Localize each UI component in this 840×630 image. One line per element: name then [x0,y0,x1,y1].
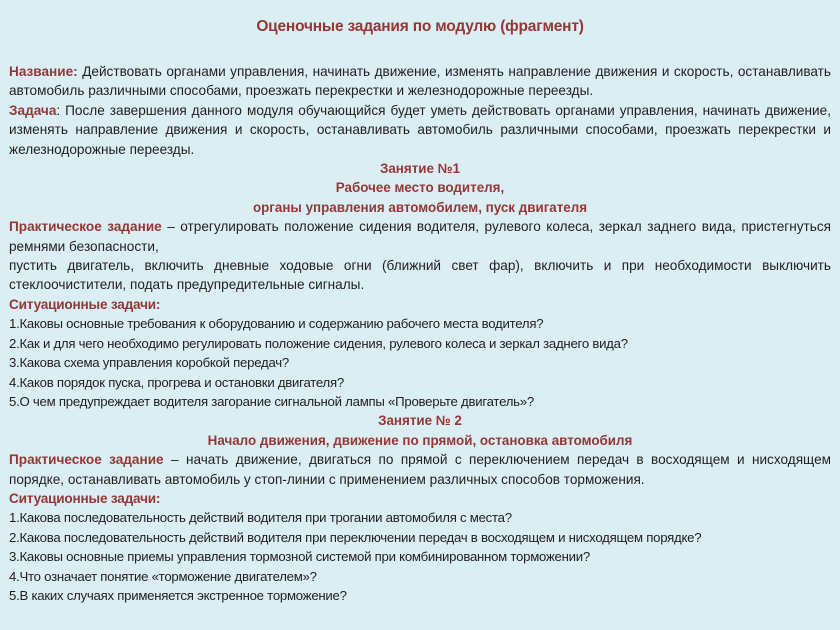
module-task-text: : После завершения данного модуля обучающийся будет уметь действовать органами управления, начинать движение, изменять направление движения и скорость, останавливать автомобиль различными способами, проезжать перекрестки и железнодорожные переезды. [9,102,831,157]
lesson-1-question-3: 3.Какова схема управления коробкой передач? [9,355,289,371]
lesson-2-question-2: 2.Какова последовательность действий водителя при переключении передач в восходящем и нисходящем порядке? [9,529,702,545]
lesson-2-number: Занятие № 2 [378,413,462,429]
lesson-2-question-5: 5.В каких случаях применяется экстренное торможение? [9,587,347,603]
module-task-label: Задача [9,102,57,118]
lesson-2-practical-paragraph [9,450,831,489]
page-title: Оценочные задания по модулю (фрагмент) [256,18,584,35]
module-task-paragraph [9,101,831,159]
lesson-1-question-4: 4.Каков порядок пуска, прогрева и остановки двигателя? [9,374,344,390]
lesson-2-practical-label: Практическое задание [9,452,164,468]
lesson-1-practical-paragraph-2 [9,256,831,295]
lesson-1-question-1: 1.Каковы основные требования к оборудованию и содержанию рабочего места водителя? [9,316,544,332]
lesson-1-situational-label: Ситуационные задачи: [9,296,161,312]
lesson-1-question-2: 2.Как и для чего необходимо регулировать положение сидения, рулевого колеса и зеркал заднего вида? [9,335,628,351]
lesson-2-question-3: 3.Каковы основные приемы управления тормозной системой при комбинированном торможении? [9,549,590,565]
lesson-2-situational-label: Ситуационные задачи: [9,490,161,506]
lesson-1-practical-paragraph [9,217,831,256]
module-name-label: Название: [9,64,78,79]
lesson-1-title-line-1: Рабочее место водителя, [335,180,505,196]
lesson-1-question-5: 5.О чем предупреждает водителя загорание сигнальной лампы «Проверьте двигатель»? [9,393,534,409]
lesson-1-title-line-2: органы управления автомобилем, пуск двигателя [252,199,588,215]
lesson-2-question-4: 4.Что означает понятие «торможение двигателем»? [9,568,317,584]
module-name-paragraph [9,62,831,101]
lesson-1-practical-label: Практическое задание [9,219,162,235]
lesson-1-practical-text-2: пустить двигатель, включить дневные ходовые огни (ближний свет фар), включить и при необходимости выключить стеклоочистители, подать предупредительные сигналы. [9,258,831,293]
lesson-2-practical-text: – начать движение, двигаться по прямой с переключением передач в восходящем и нисходящем порядке, останавливать автомобиль у стоп-линии с применением различных способов торможения. [9,452,831,487]
lesson-1-number: Занятие №1 [379,161,461,177]
document-body [9,62,831,605]
module-name-text: Действовать органами управления, начинать движение, изменять направление движения и скорость, останавливать автомобиль различными способами, проезжать перекрестки и железнодорожные переезды. [9,64,831,99]
lesson-2-title: Начало движения, движение по прямой, остановка автомобиля [207,432,633,448]
lesson-1-practical-text-1: – отрегулировать положение сидения водителя, рулевого колеса, зеркал заднего вида, пристегнуться ремнями безопасности, [9,219,831,254]
lesson-2-question-1: 1.Какова последовательность действий водителя при трогании автомобиля с места? [9,510,512,526]
